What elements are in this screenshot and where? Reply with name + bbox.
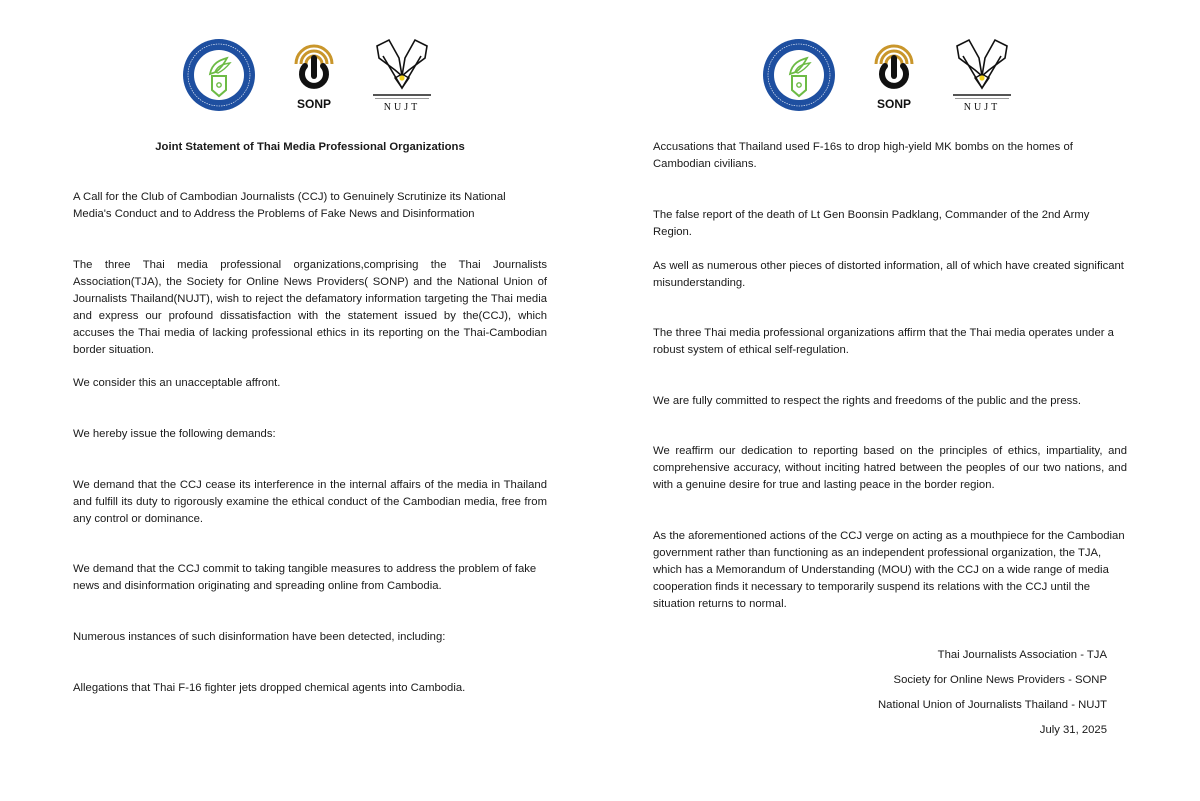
sonp-logo-icon (870, 36, 918, 112)
statement-subtitle: A Call for the Club of Cambodian Journalists (CCJ) to Genuinely Scrutinize its National Media's Conduct and to Address the Problems of Fake News and Disinformation (73, 191, 506, 220)
logo-row (580, 36, 1180, 116)
paragraph: We are fully committed to respect the rights and freedoms of the public and the press. (653, 395, 1082, 407)
paragraph: The three Thai media professional organizations,comprising the Thai Journalists Association(TJA), the Society for Online News Providers( SONP) and the National Union of Journalists Thailand(NUJT), wish to reject the defamatory information targeting the Thai media and express our profound dissatisfaction with the statement issued by the(CCJ), which accuses the Thai media of lacking professional ethics in its reporting on the Thai-Cambodian border situation. (73, 259, 547, 356)
paragraph: We demand that the CCJ commit to taking tangible measures to address the problem of fake news and disinformation originating and spreading online from Cambodia. (73, 563, 537, 592)
paragraph: We demand that the CCJ cease its interference in the internal affairs of the media in Thailand and fulfill its duty to rigorously examine the ethical conduct of the Cambodian media, free from any control or dominance. (73, 479, 547, 525)
signatory-nujt: National Union of Journalists Thailand - NUJT (878, 699, 1107, 711)
svg-text:SONP: SONP (876, 97, 912, 111)
sonp-logo-icon (290, 36, 338, 112)
svg-text:NUJT: NUJT (963, 102, 1001, 112)
nujt-logo-icon (949, 36, 1015, 112)
paragraph: Numerous instances of such disinformation have been detected, including: (73, 631, 446, 643)
statement-title: Joint Statement of Thai Media Professional Organizations (155, 141, 465, 153)
paragraph: The three Thai media professional organizations affirm that the Thai media operates under a robust system of ethical self-regulation. (653, 327, 1114, 356)
paragraph: We hereby issue the following demands: (73, 428, 276, 440)
paragraph: Accusations that Thailand used F-16s to drop high-yield MK bombs on the homes of Cambodian civilians. (653, 141, 1073, 170)
nujt-logo-icon (369, 36, 435, 112)
paragraph: The false report of the death of Lt Gen Boonsin Padklang, Commander of the 2nd Army Region. (653, 209, 1090, 238)
signatory-sonp: Society for Online News Providers - SONP (893, 674, 1107, 686)
svg-text:NUJT: NUJT (383, 102, 421, 112)
tja-logo-icon (762, 38, 836, 112)
logo-row (0, 36, 600, 116)
paragraph: We reaffirm our dedication to reporting based on the principles of ethics, impartiality, and comprehensive accuracy, without inciting hatred between the peoples of our two nations, and with a genuine desire for true and lasting peace in the border region. (653, 445, 1127, 491)
paragraph: We consider this an unacceptable affront. (73, 377, 281, 389)
paragraph: As the aforementioned actions of the CCJ verge on acting as a mouthpiece for the Cambodian government rather than functioning as an independent professional organization, the TJA, which has a Memorandum of Understanding (MOU) with the CCJ on a wide range of media cooperation finds it necessary to temporarily suspend its relations with the CCJ until the situation returns to normal. (653, 530, 1125, 610)
paragraph: Allegations that Thai F-16 fighter jets dropped chemical agents into Cambodia. (73, 682, 466, 694)
paragraph: As well as numerous other pieces of distorted information, all of which have created significant misunderstanding. (653, 260, 1124, 289)
svg-text:SONP: SONP (296, 97, 332, 111)
statement-date: July 31, 2025 (1039, 724, 1107, 736)
right-page (580, 0, 1180, 801)
signatory-tja: Thai Journalists Association - TJA (937, 649, 1107, 661)
tja-logo-icon (182, 38, 256, 112)
